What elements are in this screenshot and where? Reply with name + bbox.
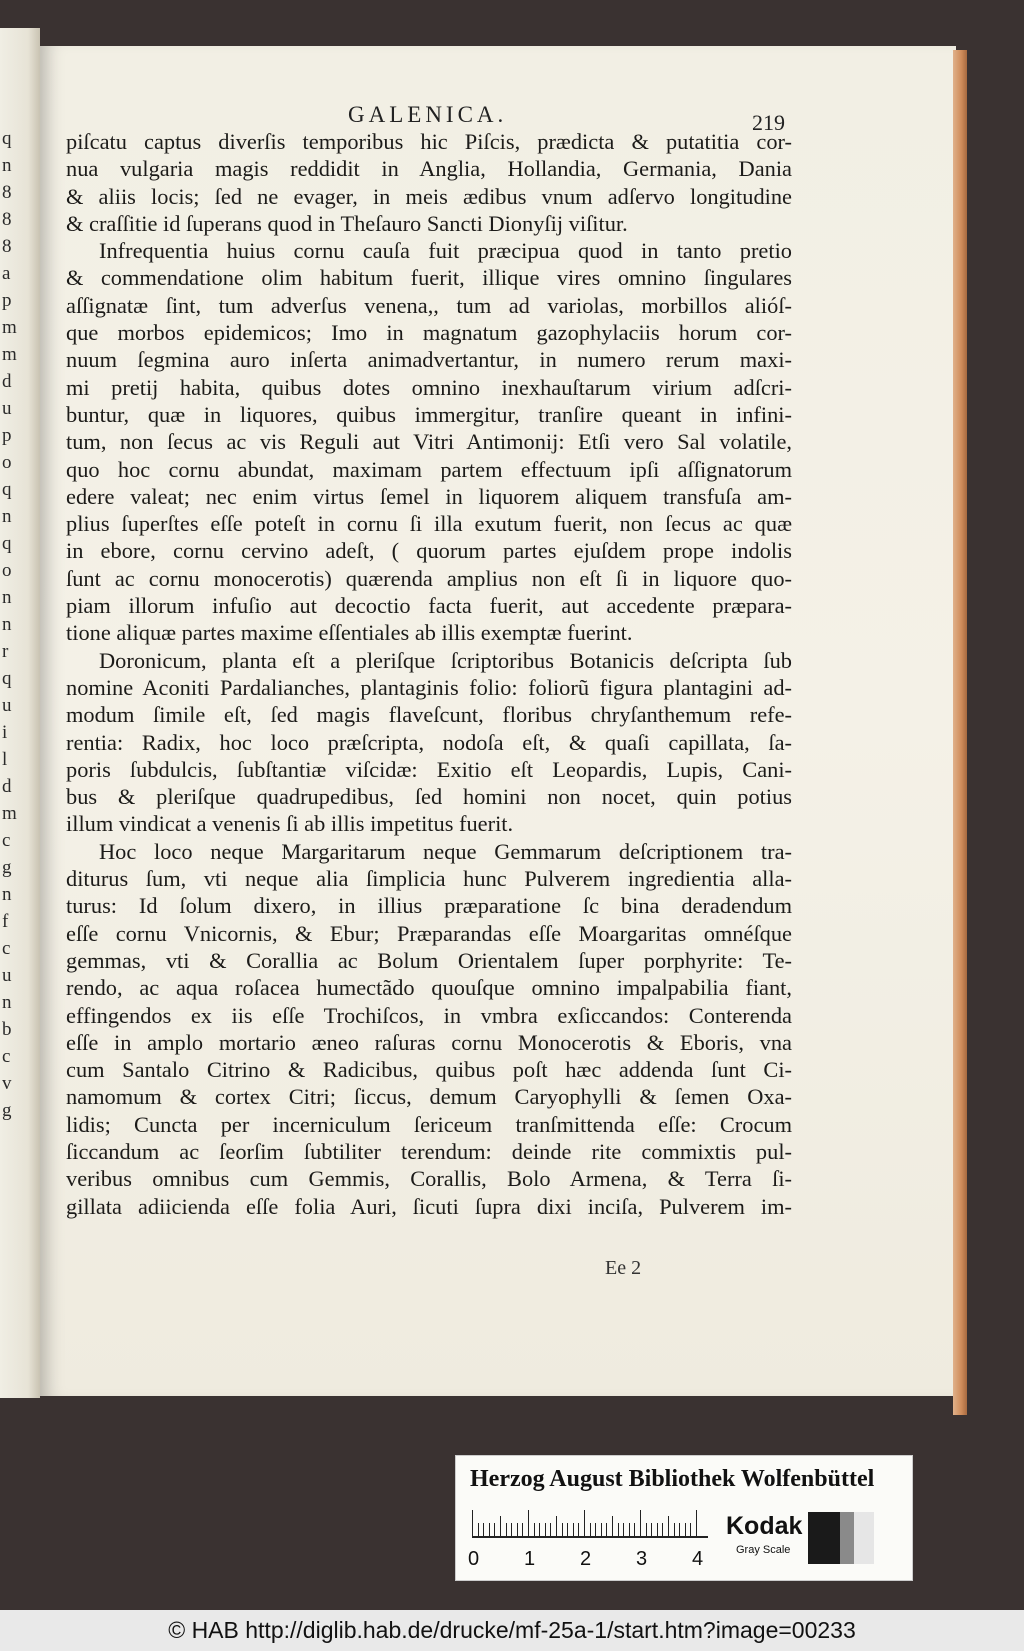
ruler-number: 4 (692, 1548, 704, 1570)
ruler-tick (489, 1523, 490, 1536)
ruler-tick (522, 1523, 523, 1536)
facing-page-fragment: o (2, 452, 12, 473)
text-line: modum ſimile eſt, ſed magis flaveſcunt, floribus chryſanthemum refe- (66, 702, 792, 728)
ruler-tick (674, 1523, 675, 1536)
text-line: turus: Id ſolum dixero, in illius præparatione ſc bina deradendum (66, 893, 792, 919)
facing-page-fragment: q (2, 479, 12, 500)
ruler-tick (629, 1523, 630, 1536)
text-line: nomine Aconiti Pardalianches, plantaginis folio: foliorũ figura plantagini ad- (66, 674, 792, 700)
ruler-number: 3 (636, 1548, 648, 1570)
text-line: bus & pleriſque quadrupedibus, ſed homini non nocet, quin potius (66, 784, 792, 810)
facing-page-fragment: 8 (2, 236, 12, 257)
ruler-tick (668, 1516, 669, 1536)
text-line: cum Santalo Citrino & Radicibus, quibus poſt hæc addenda ſunt Ci- (66, 1057, 792, 1083)
text-line: Infrequentia huius cornu cauſa fuit præcipua quod in tanto pretio (99, 238, 792, 264)
text-line: quo hoc cornu abundat, maximam partem effectuum ipſi aſſignatorum (66, 456, 792, 482)
ruler-tick (640, 1510, 641, 1536)
ruler-tick (500, 1516, 501, 1536)
library-label (455, 1455, 913, 1581)
facing-page-fragment: b (2, 1019, 12, 1040)
ruler-tick (478, 1523, 479, 1536)
facing-page-fragment: f (2, 911, 9, 932)
facing-page-fragment: l (2, 749, 8, 770)
ruler-tick (562, 1523, 563, 1536)
text-line: lidis; Cuncta per incerniculum ſericeum tranſmittenda eſſe: Crocum (66, 1111, 792, 1137)
text-line: effingendos ex iis eſſe Trochiſcos, in vmbra exſiccandos: Conterenda (66, 1002, 792, 1028)
running-head: GALENICA. (348, 102, 508, 127)
ruler-tick (517, 1523, 518, 1536)
facing-page-fragment: m (2, 803, 17, 824)
facing-page-fragment: n (2, 506, 12, 527)
text-line: rendo, ac aqua roſacea humectãdo quouſque omnino impalpabilia fiant, (66, 975, 792, 1001)
text-line: in ebore, cornu cervino adeſt, ( quorum partes ejuſdem prope indolis (66, 538, 792, 564)
text-line: Hoc loco neque Margaritarum neque Gemmarum deſcriptionem tra- (99, 838, 792, 864)
facing-page-fragment: 8 (2, 182, 12, 203)
facing-page-fragment: m (2, 344, 17, 365)
ruler-tick (618, 1523, 619, 1536)
ruler-tick (511, 1523, 512, 1536)
text-line: illum vindicat a venenis ſi ab illis impetitus fuerit. (66, 811, 514, 837)
text-line: edere valeat; nec enim virtus ſemel in liquorem aliquem transfuſa am- (66, 483, 792, 509)
text-line: ſunt ac cornu monocerotis) quærenda amplius non eſt ſi in liquore quo- (66, 565, 792, 591)
text-line: tione aliquæ partes maxime eſſentiales ab illis exemptæ fuerint. (66, 620, 633, 646)
text-line: poris ſubdulcis, ſubſtantiæ viſcidæ: Exitio eſt Leopardis, Lupis, Cani- (66, 756, 792, 782)
gray-swatch-mid (840, 1512, 854, 1564)
facing-page-fragment: n (2, 884, 12, 905)
text-line: gemmas, vti & Corallia ac Bolum Orientalem ſuper porphyrite: Te- (66, 947, 792, 973)
ruler-tick (550, 1523, 551, 1536)
library-name: Herzog August Bibliothek Wolfenbüttel (470, 1466, 875, 1492)
gray-swatch-dark (808, 1512, 840, 1564)
facing-page-fragment: a (2, 263, 11, 284)
ruler-tick (539, 1523, 540, 1536)
facing-page-fragment: o (2, 560, 12, 581)
ruler-number: 2 (580, 1548, 592, 1570)
facing-page-fragment: m (2, 317, 17, 338)
facing-page-fragment: q (2, 533, 12, 554)
facing-page-fragment: d (2, 371, 12, 392)
ruler-tick (584, 1510, 585, 1536)
text-line: eſſe in amplo mortario æneo raſuras cornu Monocerotis & Eboris, vna (66, 1029, 792, 1055)
ruler-number: 1 (524, 1548, 536, 1570)
text-line: Doronicum, planta eſt a pleriſque ſcriptoribus Botanicis deſcripta ſub (99, 647, 792, 673)
page-fore-edge (953, 50, 967, 1415)
ruler-tick (506, 1523, 507, 1536)
ruler-tick (590, 1523, 591, 1536)
ruler-tick (483, 1523, 484, 1536)
ruler-tick (595, 1523, 596, 1536)
gray-swatch-light (854, 1512, 874, 1564)
facing-page-fragment: u (2, 695, 12, 716)
kodak-logo: Kodak (726, 1512, 803, 1540)
ruler-tick (685, 1523, 686, 1536)
ruler-tick (657, 1523, 658, 1536)
facing-page-fragment: r (2, 641, 9, 662)
body-text (66, 128, 792, 1220)
ruler-tick (601, 1523, 602, 1536)
facing-page-fragment: n (2, 587, 12, 608)
text-line: rentia: Radix, hoc loco præſcripta, nodoſa eſt, & quaſi capillata, ſa- (66, 729, 792, 755)
text-line: piſcatu captus diverſis temporibus hic Piſcis, prædicta & putatitia cor- (66, 129, 792, 154)
ruler-number: 0 (468, 1548, 480, 1570)
text-line: tum, non ſecus ac vis Reguli aut Vitri Antimonij: Etſi vero Sal volatile, (66, 429, 792, 455)
ruler-tick (696, 1510, 697, 1536)
facing-page-fragment: n (2, 155, 12, 176)
page-number: 219 (752, 110, 785, 135)
text-line: diturus ſum, vti neque alia ſimplicia hunc Pulverem ingredientia alla- (66, 866, 792, 892)
text-line: veribus omnibus cum Gemmis, Corallis, Bolo Armena, & Terra ſi- (66, 1166, 792, 1192)
facing-page-fragment: c (2, 1046, 11, 1067)
ruler-tick (634, 1523, 635, 1536)
ruler-tick (612, 1516, 613, 1536)
ruler-tick (573, 1523, 574, 1536)
ruler-tick (545, 1523, 546, 1536)
text-line: buntur, quæ in liquores, quibus immergitur, tranſire queant in infini- (66, 401, 792, 427)
facing-page-fragment: p (2, 425, 12, 446)
ruler-tick (556, 1516, 557, 1536)
ruler-tick (534, 1523, 535, 1536)
gray-scale-caption: Gray Scale (736, 1544, 791, 1556)
facing-page-fragment: c (2, 938, 11, 959)
ruler-tick (528, 1510, 529, 1536)
scale-ruler (472, 1510, 708, 1538)
text-line: & craſſitie id ſuperans quod in Theſauro Sancti Dionyſij viſitur. (66, 210, 628, 236)
ruler-tick (662, 1523, 663, 1536)
facing-page-fragment: n (2, 992, 12, 1013)
ruler-tick (690, 1523, 691, 1536)
facing-page-fragment: c (2, 830, 11, 851)
facing-page-fragment: p (2, 290, 12, 311)
text-line: nua vulgaria magis reddidit in Anglia, Hollandia, Germania, Dania (66, 156, 792, 182)
ruler-tick (646, 1523, 647, 1536)
facing-page-fragment: n (2, 614, 12, 635)
facing-page-fragment: 8 (2, 209, 12, 230)
facing-page-fragment: u (2, 965, 12, 986)
text-line: que morbos epidemicos; Imo in magnatum gazophylaciis horum cor- (66, 320, 792, 346)
ruler-tick (567, 1523, 568, 1536)
text-line: aſſignatæ ſint, tum adverſus venena,, tum ad variolas, morbillos alióſ- (66, 292, 792, 318)
facing-page-fragment: u (2, 398, 12, 419)
catchword: Ee 2 (605, 1257, 642, 1279)
ruler-tick (606, 1523, 607, 1536)
ruler-tick (623, 1523, 624, 1536)
text-line: ſiccandum ac ſeorſim ſubtiliter terendum: deinde rite commixtis pul- (66, 1138, 792, 1164)
facing-page-fragment: q (2, 668, 12, 689)
facing-page-fragment: v (2, 1073, 12, 1094)
text-line: gillata adiicienda eſſe folia Auri, ſicuti ſupra dixi inciſa, Pulverem im- (66, 1193, 792, 1219)
facing-page-fragment: i (2, 722, 8, 743)
facing-page-fragment: q (2, 128, 12, 149)
text-line: eſſe cornu Vnicornis, & Ebur; Præparandas eſſe Moargaritas omnéſque (66, 920, 792, 946)
facing-page-fragment: d (2, 776, 12, 797)
ruler-tick (494, 1523, 495, 1536)
text-line: & commendatione olim habitum fuerit, illique vires omnino ſingulares (66, 265, 792, 291)
text-line: nuum ſegmina auro inſerta animadvertantur, in numero rerum maxi- (66, 347, 792, 373)
ruler-tick (472, 1510, 473, 1536)
ruler-tick (578, 1523, 579, 1536)
text-line: piam illorum infuſio aut decoctio facta fuerit, aut accedente præpara- (66, 593, 792, 619)
text-line: mi pretij habita, quibus dotes omnino inexhauſtarum virium adſcri- (66, 374, 792, 400)
text-line: & aliis locis; ſed ne evager, in meis ædibus vnum adſervo longitudine (66, 183, 792, 209)
facing-page-fragment: g (2, 1100, 12, 1121)
text-line: namomum & cortex Citri; ſiccus, demum Caryophylli & ſemen Oxa- (66, 1084, 792, 1110)
facing-page-edge (0, 28, 40, 1398)
footer-url: © HAB http://diglib.hab.de/drucke/mf-25a-1/start.htm?image=00233 (0, 1610, 1024, 1651)
ruler-tick (651, 1523, 652, 1536)
text-line: plius ſuperſtes eſſe poteſt in cornu ſi illa exutum fuerit, non ſecus ac quæ (66, 511, 792, 537)
ruler-tick (679, 1523, 680, 1536)
facing-page-fragment: g (2, 857, 12, 878)
